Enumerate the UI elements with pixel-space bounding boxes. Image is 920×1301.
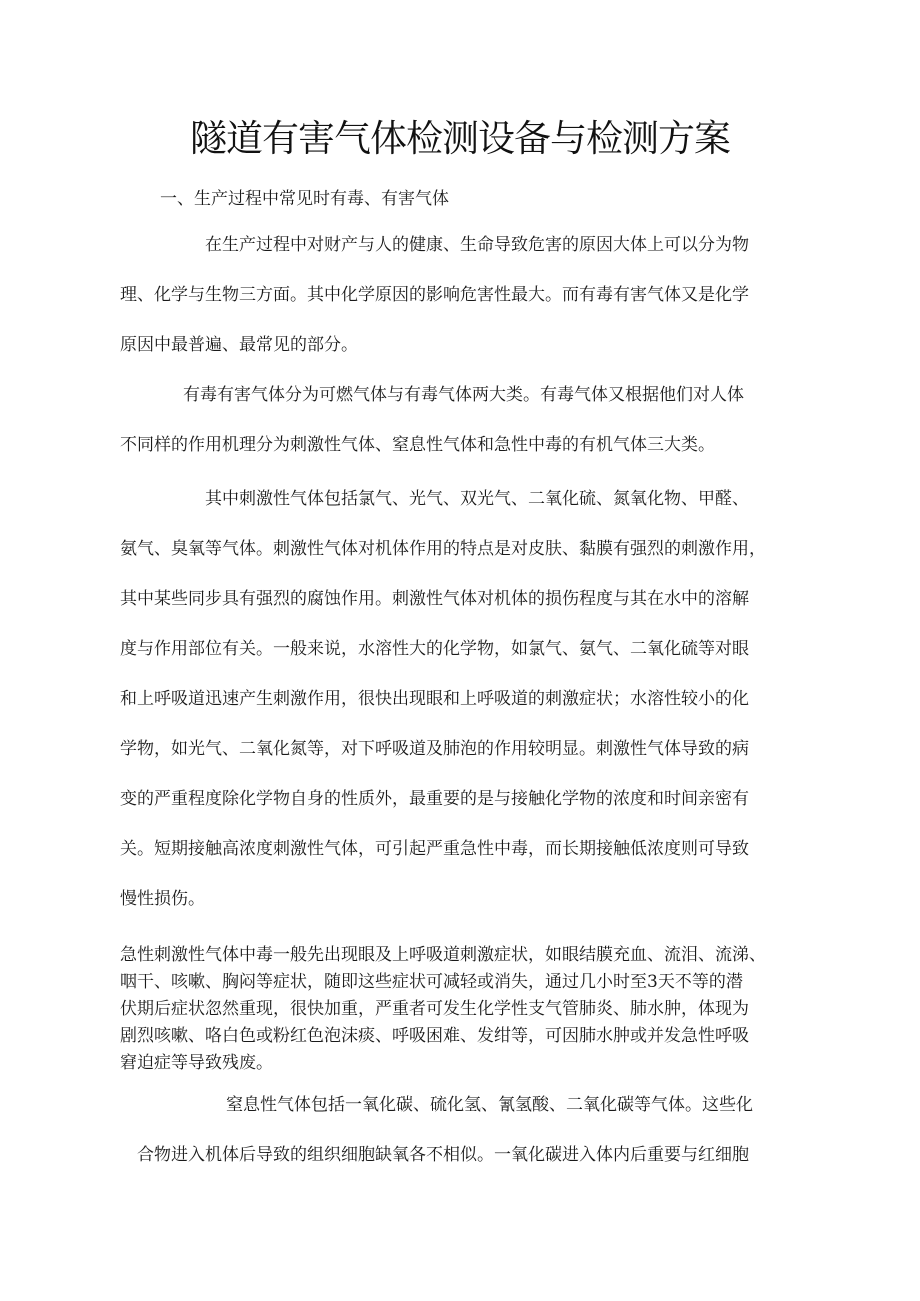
paragraph-1 xyxy=(120,232,802,382)
paragraph-4 xyxy=(120,943,802,1078)
paragraph-line: 学物，如光气、二氧化氮等，对下呼吸道及肺泡的作用较明显。刺激性气体导致的病 xyxy=(120,739,749,759)
paragraph-line: 窒息性气体包括一氧化碳、硫化氢、氰氢酸、二氧化碳等气体。这些化 xyxy=(226,1095,753,1115)
paragraph-line: 不同样的作用机理分为刺激性气体、窒息性气体和急性中毒的有机气体三大类。 xyxy=(120,435,715,455)
paragraph-line: 理、化学与生物三方面。其中化学原因的影响危害性最大。而有毒有害气体又是化学 xyxy=(120,285,749,305)
paragraph-line: 咽干、咳嗽、胸闷等症状，随即这些症状可减轻或消失，通过几小时至3天不等的潜 xyxy=(120,972,743,992)
paragraph-line: 变的严重程度除化学物自身的性质外，最重要的是与接触化学物的浓度和时间亲密有 xyxy=(120,789,749,809)
paragraph-line: 有毒有害气体分为可燃气体与有毒气体两大类。有毒气体又根据他们对人体 xyxy=(183,385,744,405)
paragraph-line: 伏期后症状忽然重现，很快加重，严重者可发生化学性支气管肺炎、肺水肿，体现为 xyxy=(120,999,749,1019)
paragraph-line: 在生产过程中对财产与人的健康、生命导致危害的原因大体上可以分为物 xyxy=(205,235,749,255)
document-title: 隧道有害气体检测设备与检测方案 xyxy=(190,117,730,160)
paragraph-line: 关。短期接触高浓度刺激性气体，可引起严重急性中毒，而长期接触低浓度则可导致 xyxy=(120,839,749,859)
paragraph-2 xyxy=(120,382,802,482)
paragraph-line: 其中刺激性气体包括氯气、光气、双光气、二氧化硫、氮氧化物、甲醛、 xyxy=(205,489,749,509)
paragraph-line: 窘迫症等导致残废。 xyxy=(120,1053,273,1073)
paragraph-3 xyxy=(120,486,802,936)
section-heading: 一、生产过程中常见时有毒、有害气体 xyxy=(160,189,449,209)
paragraph-line: 慢性损伤。 xyxy=(120,889,205,909)
paragraph-line: 急性刺激性气体中毒一般先出现眼及上呼吸道刺激症状，如眼结膜充血、流泪、流涕、 xyxy=(120,945,766,965)
paragraph-line: 剧烈咳嗽、咯白色或粉红色泡沫痰、呼吸困难、发绀等，可因肺水肿或并发急性呼吸 xyxy=(120,1026,749,1046)
paragraph-5 xyxy=(120,1092,802,1192)
paragraph-line: 氨气、臭氧等气体。刺激性气体对机体作用的特点是对皮肤、黏膜有强烈的刺激作用， xyxy=(120,539,766,559)
paragraph-line: 其中某些同步具有强烈的腐蚀作用。刺激性气体对机体的损伤程度与其在水中的溶解 xyxy=(120,589,749,609)
paragraph-line: 合物进入机体后导致的组织细胞缺氧各不相似。一氧化碳进入体内后重要与红细胞 xyxy=(137,1145,749,1165)
paragraph-line: 和上呼吸道迅速产生刺激作用，很快出现眼和上呼吸道的刺激症状；水溶性较小的化 xyxy=(120,689,749,709)
paragraph-line: 度与作用部位有关。一般来说，水溶性大的化学物，如氯气、氨气、二氧化硫等对眼 xyxy=(120,639,749,659)
paragraph-line: 原因中最普遍、最常见的部分。 xyxy=(120,335,358,355)
